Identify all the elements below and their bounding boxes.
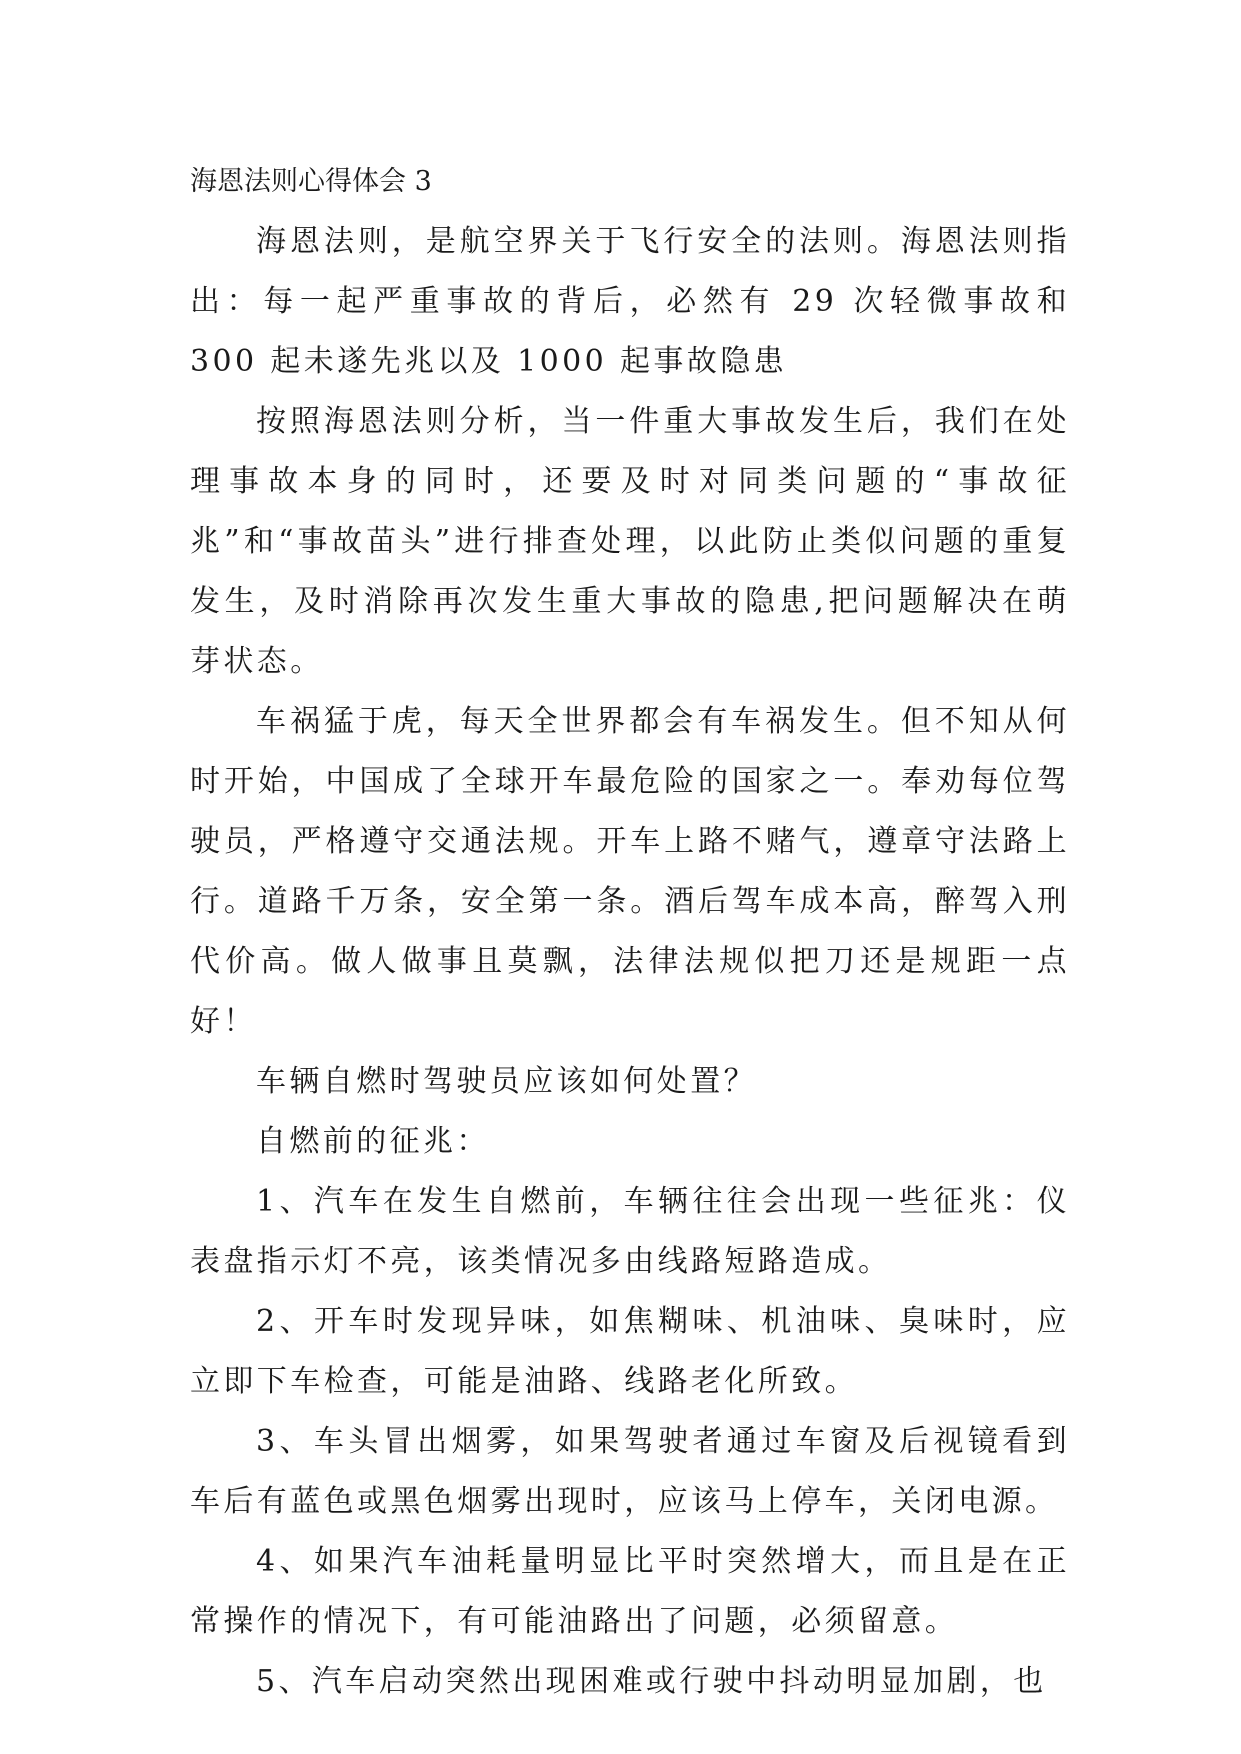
- paragraph-fire-question: 车辆自燃时驾驶员应该如何处置？: [256, 1064, 757, 1099]
- list-item-sign-1: 1、汽车在发生自燃前，车辆往往会出现一些征兆：仪表盘指示灯不亮，该类情况多由线路短路造成。: [190, 1184, 1070, 1279]
- document-title: 海恩法则心得体会 3: [190, 166, 432, 197]
- list-item-sign-5: 5、汽车启动突然出现困难或行驶中抖动明显加剧，也: [256, 1664, 1047, 1699]
- list-item-sign-2: 2、开车时发现异味，如焦糊味、机油味、臭味时，应立即下车检查，可能是油路、线路老化所致。: [190, 1304, 1070, 1399]
- list-item-sign-4: 4、如果汽车油耗量明显比平时突然增大，而且是在正常操作的情况下，有可能油路出了问题，必须留意。: [190, 1544, 1070, 1639]
- paragraph-traffic-safety: 车祸猛于虎，每天全世界都会有车祸发生。但不知从何时开始，中国成了全球开车最危险的国家之一。奉劝每位驾驶员，严格遵守交通法规。开车上路不赌气，遵章守法路上行。道路千万条，安全第一条。酒后驾车成本高，醉驾入刑代价高。做人做事且莫飘，法律法规似把刀还是规距一点好！: [190, 704, 1070, 1039]
- list-item-sign-3: 3、车头冒出烟雾，如果驾驶者通过车窗及后视镜看到车后有蓝色或黑色烟雾出现时，应该马上停车，关闭电源。: [190, 1424, 1070, 1519]
- paragraph-signs-heading: 自燃前的征兆：: [256, 1124, 490, 1159]
- paragraph-haien-law: 海恩法则，是航空界关于飞行安全的法则。海恩法则指出：每一起严重事故的背后，必然有 29 次轻微事故和 300 起未遂先兆以及 1000 起事故隐患: [190, 224, 1070, 379]
- document-body: [190, 152, 1070, 1712]
- paragraph-analysis: 按照海恩法则分析，当一件重大事故发生后，我们在处理事故本身的同时，还要及时对同类问题的“事故征兆”和“事故苗头”进行排查处理，以此防止类似问题的重复发生，及时消除再次发生重大事故的隐患,把问题解决在萌芽状态。: [190, 404, 1070, 679]
